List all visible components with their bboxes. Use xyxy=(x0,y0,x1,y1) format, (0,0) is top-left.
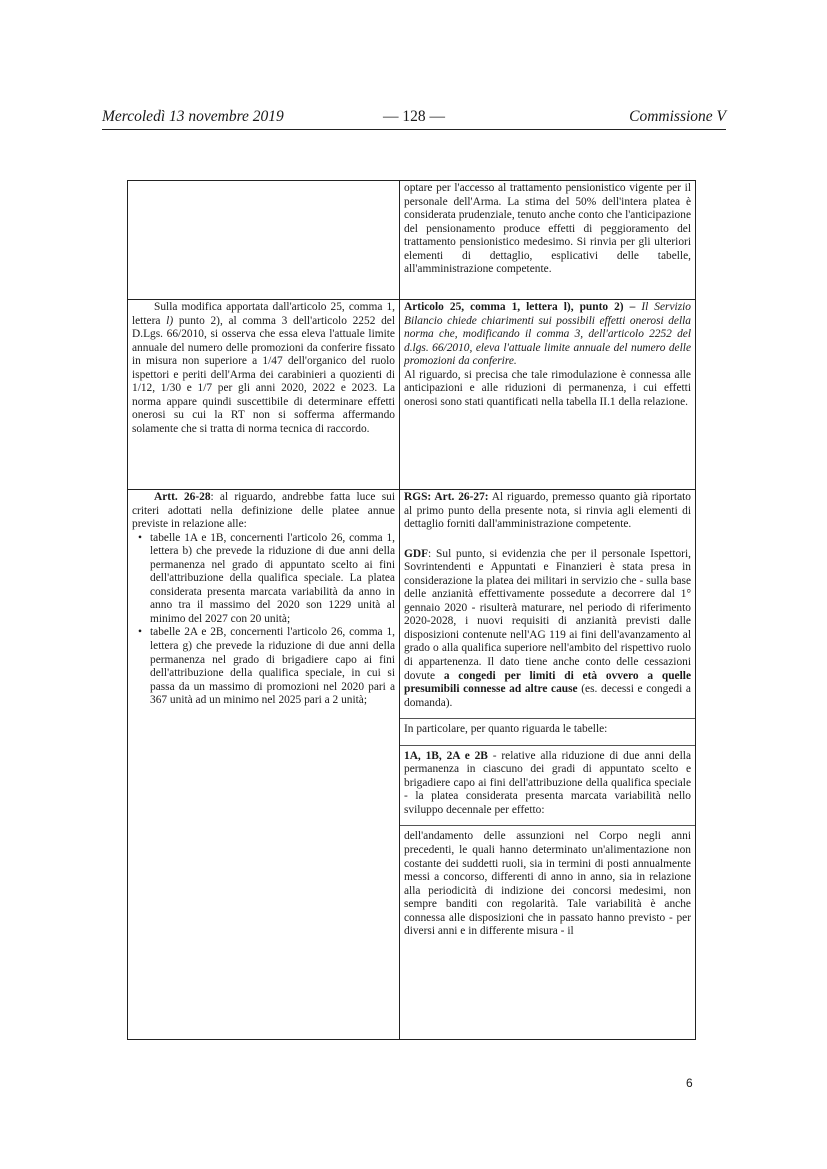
table-row xyxy=(128,181,696,300)
particolare-paragraph: In particolare, per quanto riguarda le tabelle: xyxy=(404,723,608,736)
list-item: • tabelle 2A e 2B, concernenti l'articolo 26, comma 1, lettera g) che prevede la riduzione di due anni della permanenza nel grado di brigadiere capo ai fini dell'attribuzione della qualifica speciale, in cui si passa da un massimo di promozioni nel 2020 pari a 367 unità ad un minimo nel 2025 pari a 2 unità; xyxy=(150,626,395,707)
list-item: • tabelle 1A e 1B, concernenti l'articolo 26, comma 1, lettera b) che prevede la riduzione di due anni della permanenza nel grado di appuntato scelto ai fini dell'attribuzione della qualifica speciale. La platea considerata presenta marcata variabilità da anno in anno tra il massimo del 2020 son 1229 unità al minimo del 2027 con 20 unità; xyxy=(150,532,395,627)
left-cell xyxy=(128,181,400,300)
rgs-paragraph: RGS: Art. 26-27: Al riguardo, premesso quanto già riportato al primo punto della presente nota, si rinvia agli elementi di dettaglio forniti dall'amministrazione competente. xyxy=(404,491,691,531)
table-row xyxy=(128,490,696,1040)
left-cell-intro: Artt. 26-28: al riguardo, andrebbe fatta luce sui criteri adottati nella definizione delle platee annue previste in relazione alle: xyxy=(132,491,395,531)
page-number: 6 xyxy=(686,1076,693,1090)
comparison-table xyxy=(127,180,696,1040)
header-page-marker: — 128 — xyxy=(383,108,445,125)
andamento-paragraph: dell'andamento delle assunzioni nel Corpo negli anni precedenti, le quali hanno determinato un'alimentazione non costante dei suddetti ruoli, sia in termini di posti annualmente messi a concorso, differenti di anno in anno, sia in relazione alla periodicità di indizione dei concorsi medesimi, non sempre banditi con regolarità. Tale variabilità è anche connessa alle disposizioni che in passato hanno previsto - per diversi anni e in differente misura - il xyxy=(404,830,691,938)
header-date: Mercoledì 13 novembre 2019 xyxy=(102,108,284,125)
right-cell-body: Al riguardo, si precisa che tale rimodulazione è connessa alle anticipazioni e alle riduzioni di permanenza, i cui effetti onerosi sono stati quantificati nella tabella II.1 della relazione. xyxy=(404,368,691,408)
section-divider xyxy=(400,718,695,719)
article-heading: Articolo 25, comma 1, lettera l), punto 2) – xyxy=(404,301,636,313)
gdf-paragraph: GDF: Sul punto, si evidenzia che per il personale Ispettori, Sovrintendenti e Appuntati e Finanzieri è stata presa in considerazione la platea dei militari in servizio che - sulla base delle anzianità effettivamente possedute a decorrere dal 1° gennaio 2020 - risulterà maturare, nel periodo di riferimento 2020-2028, i nuovi requisiti di anzianità previsti dalle disposizioni contenute nell'AG 119 ai fini dell'avanzamento al grado o alla qualifica superiore nell'ambito del rispettivo ruolo di appartenenza. Il dato tiene anche conto delle cessazioni dovute a congedi per limiti di età ovvero a quelle presumibili connesse ad altre cause (es. decessi e congedi a domanda). xyxy=(404,547,691,709)
header-commission: Commissione V xyxy=(629,108,726,125)
left-cell-text: Sulla modifica apportata dall'articolo 25, comma 1, lettera l) punto 2), al comma 3 dell'articolo 2252 del D.Lgs. 66/2010, si osserva che essa eleva l'attuale limite annuale del numero delle promozioni da conferire fissato in misura non superiore a 1/47 dell'organico del ruolo ispettori e periti dell'Arma dei carabinieri a quozienti di 1/12, 1/30 e 1/7 per gli anni 2020, 2022 e 2023. La norma appare quindi suscettibile di determinare effetti onerosi su cui la RT non si sofferma affermando solamente che si tratta di norma tecnica di raccordo. xyxy=(132,301,395,435)
right-cell xyxy=(400,300,696,490)
left-cell xyxy=(128,300,400,490)
right-cell xyxy=(400,490,696,1040)
right-cell xyxy=(400,181,696,300)
table-row xyxy=(128,300,696,490)
section-divider xyxy=(400,745,695,746)
header-rule xyxy=(102,129,726,130)
right-cell-text: Articolo 25, comma 1, lettera l), punto 2) – Il Servizio Bilancio chiede chiarimenti sui possibili effetti onerosi della norma che, modificando il comma 3, dell'articolo 2252 del d.lgs. 66/2010, eleva l'attuale limite annuale del numero delle promozioni da conferire. xyxy=(404,301,691,368)
left-cell xyxy=(128,490,400,1040)
tabelle-paragraph: 1A, 1B, 2A e 2B - relative alla riduzione di due anni della permanenza in ciascuno dei gradi di appuntato scelto e brigadiere capo ai fini dell'attribuzione della qualifica speciale - la platea considerata presenta marcata variabilità nello sviluppo decennale per effetto: xyxy=(404,749,691,816)
spacer xyxy=(404,532,691,548)
section-divider xyxy=(400,825,695,826)
page-header xyxy=(102,108,726,130)
right-cell-text: optare per l'accesso al trattamento pensionistico vigente per il personale dell'Arma. La stima del 50% dell'intera platea è considerata prudenziale, tenuto anche conto che l'anticipazione del pensionamento produce effetti di peggioramento del trattamento pensionistico medesimo. Si rinvia per gli ulteriori elementi di dettaglio, esplicativi delle tabelle, all'amministrazione competente. xyxy=(404,182,692,276)
left-cell-bullets xyxy=(132,532,395,708)
